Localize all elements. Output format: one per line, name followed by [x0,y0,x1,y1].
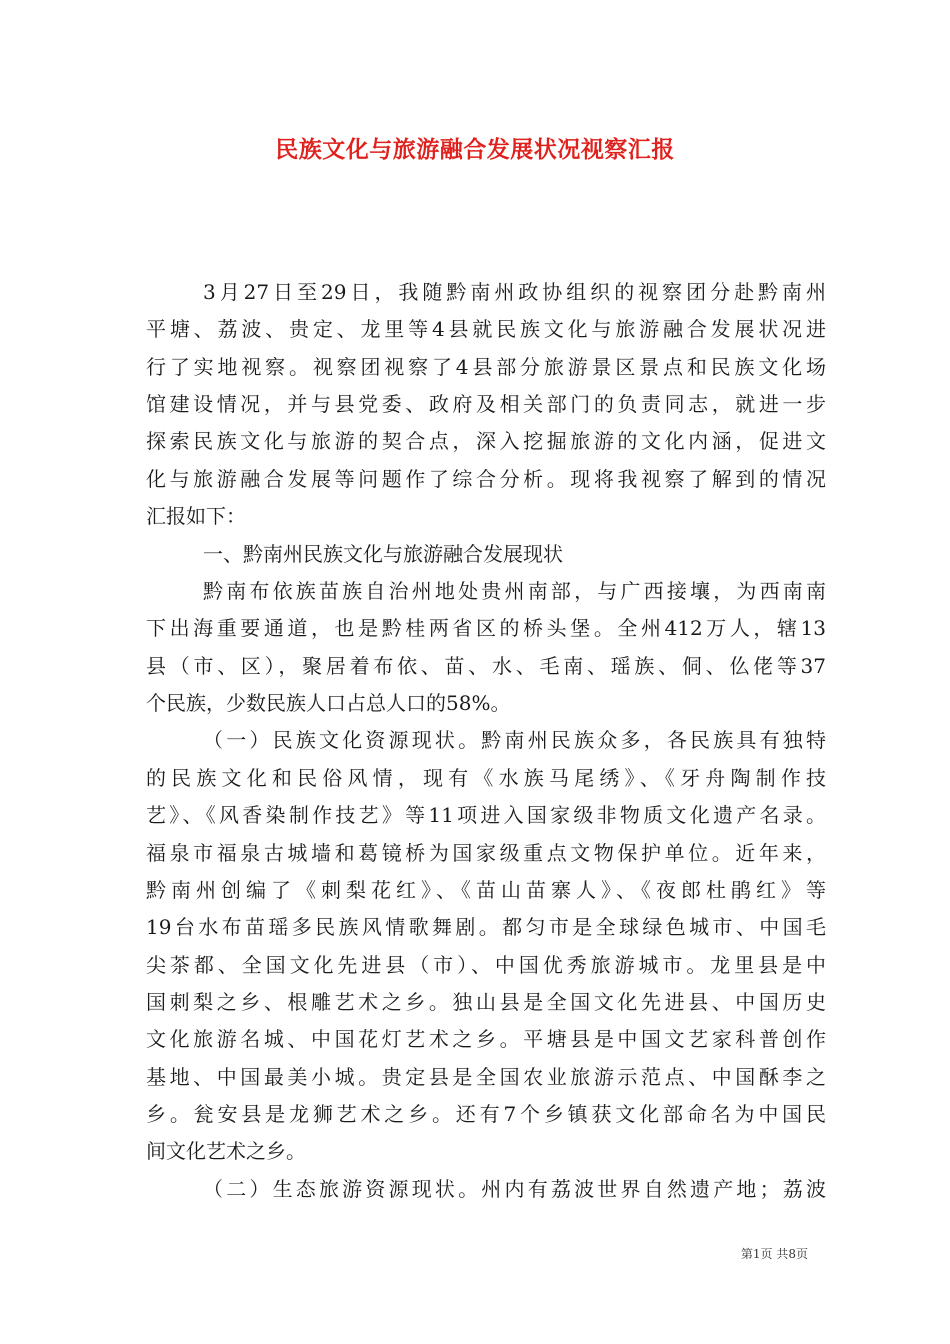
body-line: 3月27日至29日，我随黔南州政协组织的视察团分赴黔南州 [203,280,826,304]
body-line: 艺》、《风香染制作技艺》等11项进入国家级非物质文化遗产名录。 [146,803,826,827]
body-line: 探索民族文化与旅游的契合点，深入挖掘旅游的文化内涵，促进文 [146,429,826,453]
body-line: 国刺梨之乡、根雕艺术之乡。独山县是全国文化先进县、中国历史 [146,990,826,1014]
body-line: 黔南布依族苗族自治州地处贵州南部，与广西接壤，为西南南 [203,579,826,603]
body-line: 个民族，少数民族人口占总人口的58%。 [146,691,511,715]
section-heading: 一、黔南州民族文化与旅游融合发展现状 [203,542,563,566]
body-line: 下出海重要通道，也是黔桂两省区的桥头堡。全州412万人，辖13 [146,616,826,640]
body-line: 19台水布苗瑶多民族风情歌舞剧。都匀市是全球绿色城市、中国毛 [146,915,826,939]
body-line: 行了实地视察。视察团视察了4县部分旅游景区景点和民族文化场 [146,355,826,379]
body-line: 化与旅游融合发展等问题作了综合分析。现将我视察了解到的情况 [146,467,826,491]
body-line: 文化旅游名城、中国花灯艺术之乡。平塘县是中国文艺家科普创作 [146,1027,826,1051]
body-line: 黔南州创编了《刺梨花红》、《苗山苗寨人》、《夜郎杜鹃红》等 [146,878,826,902]
body-line: 间文化艺术之乡。 [146,1139,306,1163]
body-line: 尖茶都、全国文化先进县（市）、中国优秀旅游城市。龙里县是中 [146,953,826,977]
body-line: 馆建设情况，并与县党委、政府及相关部门的负责同志，就进一步 [146,392,826,416]
body-line: 县（市、区），聚居着布依、苗、水、毛南、瑶族、侗、仫佬等37 [146,654,826,678]
body-line: 平塘、荔波、贵定、龙里等4县就民族文化与旅游融合发展状况进 [146,317,826,341]
body-line: 的民族文化和民俗风情，现有《水族马尾绣》、《牙舟陶制作技 [146,766,826,790]
body-line: （一）民族文化资源现状。黔南州民族众多，各民族具有独特 [203,728,826,752]
page-number: 第1页 共8页 [740,1247,808,1261]
body-line: 基地、中国最美小城。贵定县是全国农业旅游示范点、中国酥李之 [146,1065,826,1089]
body-line: （二）生态旅游资源现状。州内有荔波世界自然遗产地；荔波 [203,1177,826,1201]
body-line: 乡。瓮安县是龙狮艺术之乡。还有7个乡镇获文化部命名为中国民 [146,1102,826,1126]
body-line: 汇报如下： [146,504,246,528]
document-title: 民族文化与旅游融合发展状况视察汇报 [275,136,675,163]
body-line: 福泉市福泉古城墙和葛镜桥为国家级重点文物保护单位。近年来， [146,841,826,865]
